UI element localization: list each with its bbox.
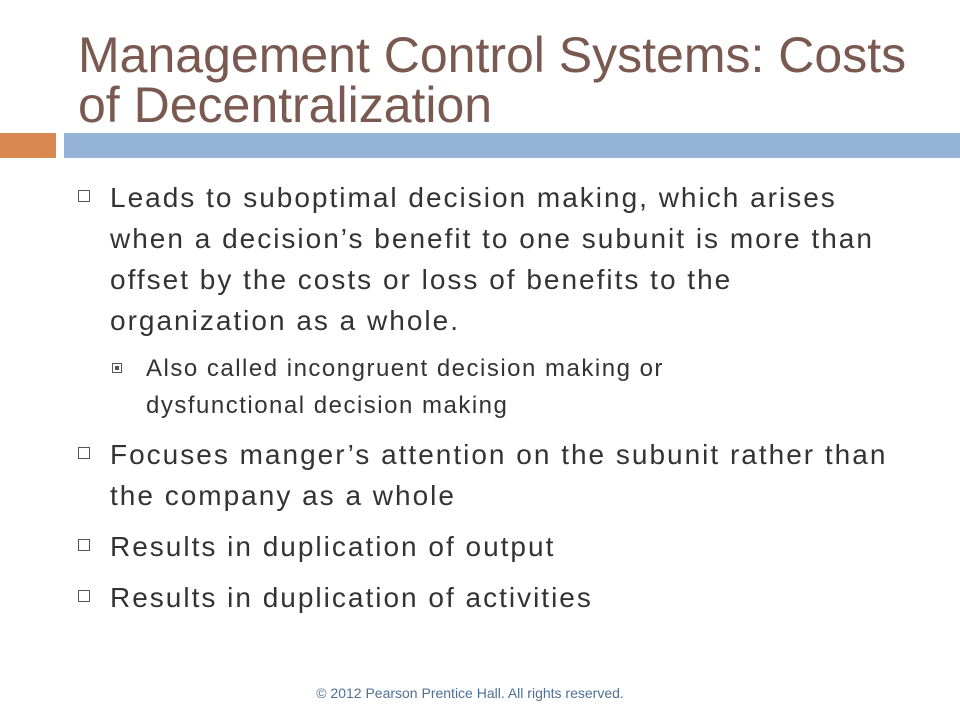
bullet-text: Leads to suboptimal decision making, which arises when a decision’s benefit to one subunit is more than offset by the costs or loss of benefits to the organization as a whole.	[110, 182, 874, 336]
accent-bar-blue	[64, 133, 960, 158]
bullet-item	[110, 577, 900, 618]
copyright-footer: © 2012 Pearson Prentice Hall. All rights reserved.	[316, 685, 624, 701]
accent-bar-orange	[0, 133, 56, 158]
boxed-square-icon	[112, 363, 122, 373]
sub-bullet-text: Also called incongruent decision making or dysfunctional decision making	[146, 355, 664, 419]
hollow-square-icon	[78, 539, 90, 551]
sub-bullet-item	[146, 350, 766, 424]
bullet-text: Results in duplication of activities	[110, 582, 593, 613]
bullet-item	[110, 526, 900, 567]
slide-title: Management Control Systems: Costs of Decentralization	[78, 27, 907, 133]
bullet-text: Focuses manger’s attention on the subunit rather than the company as a whole	[110, 439, 888, 511]
hollow-square-icon	[78, 447, 90, 459]
bullet-item	[110, 434, 900, 516]
bullet-list	[110, 177, 900, 618]
hollow-square-icon	[78, 590, 90, 602]
hollow-square-icon	[78, 190, 90, 202]
bullet-item	[110, 177, 900, 424]
bullet-text: Results in duplication of output	[110, 531, 556, 562]
